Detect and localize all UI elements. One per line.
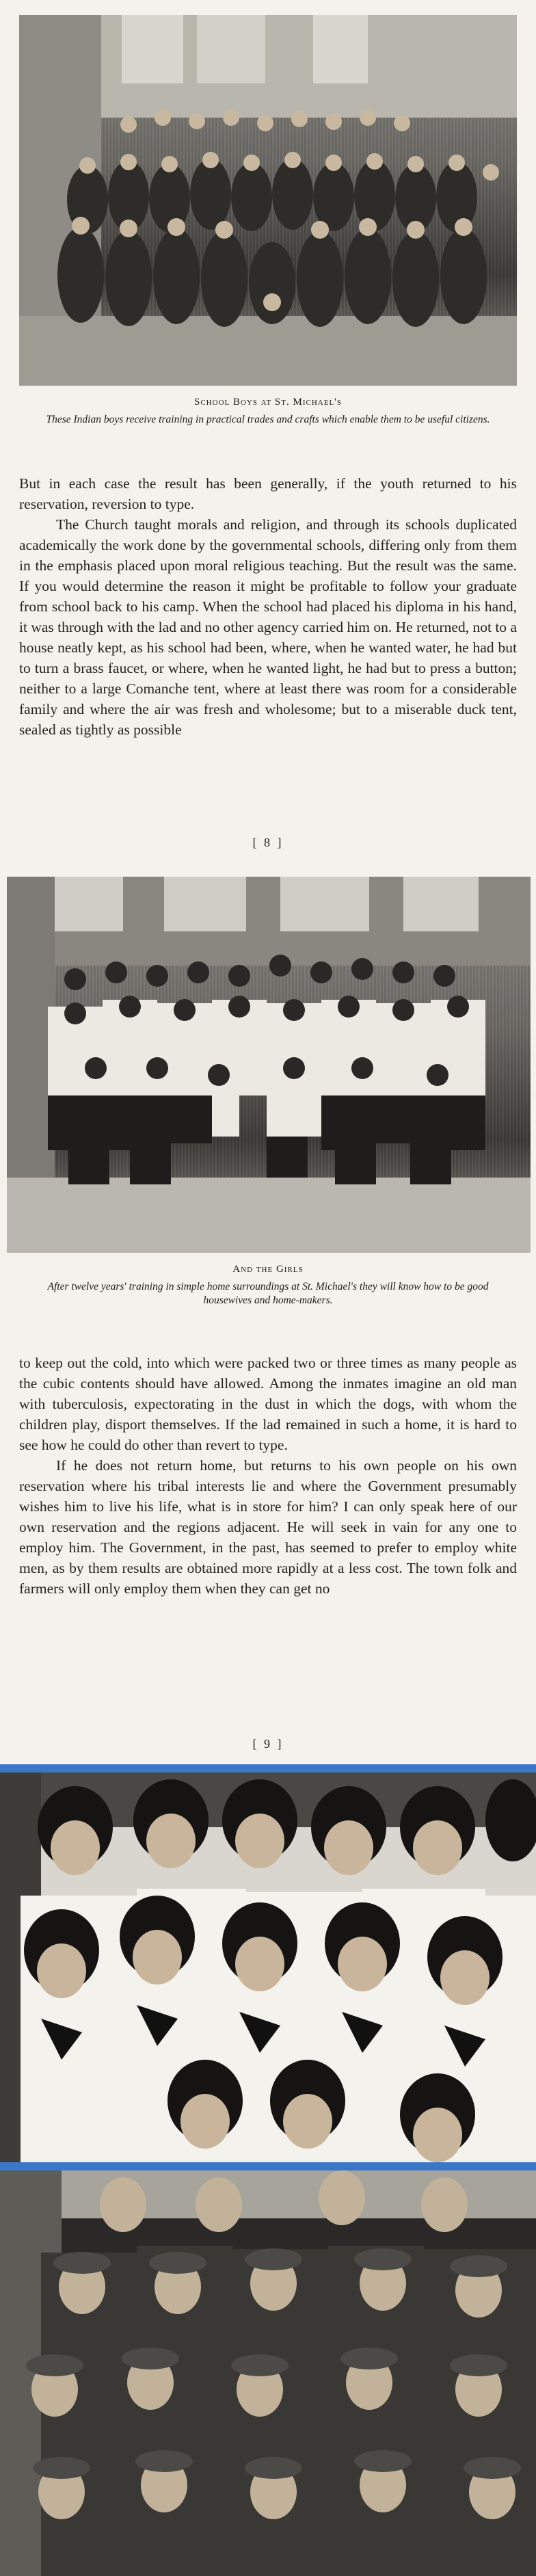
girls-closeup-crop (0, 1772, 536, 2162)
boys-closeup-crop (0, 2170, 536, 2576)
boys-caption-title: School Boys at St. Michael's (194, 397, 342, 408)
page-9-paragraph-2: If he does not return home, but returns to his own people on his own reservation where his tribal interests lie and where the Government presumably wishes him to live his life, what is in store for him? I can only speak here of our own reservation and the regions adjacent. He will seek in vain for any one to employ him. The Government, in the past, has seemed to prefer to employ white men, as by them results are obtained more rapidly at a less cost. The town folk and farmers will only employ them when they can get no (19, 1457, 517, 1597)
page-9 (0, 863, 536, 1764)
page-9-number: [ 9 ] (252, 1737, 284, 1751)
page-8-body (19, 473, 517, 740)
girls-closeup-drawing (0, 1772, 536, 2162)
page-9-body (19, 1353, 517, 1599)
page-8-number: [ 8 ] (252, 836, 284, 849)
page-8-paragraph-2: The Church taught morals and religion, and through its schools duplicated academically the work done by the governmental schools, differing only from them in the emphasis placed upon moral religious teaching. But the result was the same. If you would determine the reason it might be profitable to follow your graduate from school back to his camp. When the school had placed his diploma in his hand, it was through with the lad and no other agency carried him on. He returned, not to a house neatly kept, as his school had been, where, when he wanted water, he had but to turn a brass faucet, or where, when he wanted light, he had but to press a button; neither to a large Comanche tent, where at least there was room for a considerable family and where the air was fresh and wholesome; but to a miserable duck tent, sealed as tightly as possible (19, 516, 517, 738)
girls-caption-text: After twelve years' training in simple home surroundings at St. Michael's they will know how to be good housewives and home-makers. (47, 1281, 489, 1306)
panel-divider-2 (0, 2162, 536, 2170)
girls-photo-drawing (7, 877, 531, 1253)
page-9-paragraph-1: to keep out the cold, into which were packed two or three times as many people as the cubic contents should have allowed. Among the inmates imagine an old man with tuberculosis, expectorating in the dust in which the dogs, with whom the children play, disport themselves. If the lad remained in such a home, it is hard to see how he could do other than revert to type. (19, 1355, 517, 1453)
boys-caption-text: These Indian boys receive training in practical trades and crafts which enable them to be useful citizens. (46, 414, 490, 425)
page-8-paragraph-1: But in each case the result has been generally, if the youth returned to his reservation, reversion to type. (19, 475, 517, 512)
boys-closeup-drawing (0, 2170, 536, 2576)
girls-caption-title: And the Girls (232, 1264, 304, 1275)
panel-divider-1 (0, 1764, 536, 1772)
school-boys-photo (19, 15, 517, 386)
boys-photo-drawing (19, 15, 517, 386)
page-8 (0, 0, 536, 863)
girls-photo (7, 877, 531, 1253)
